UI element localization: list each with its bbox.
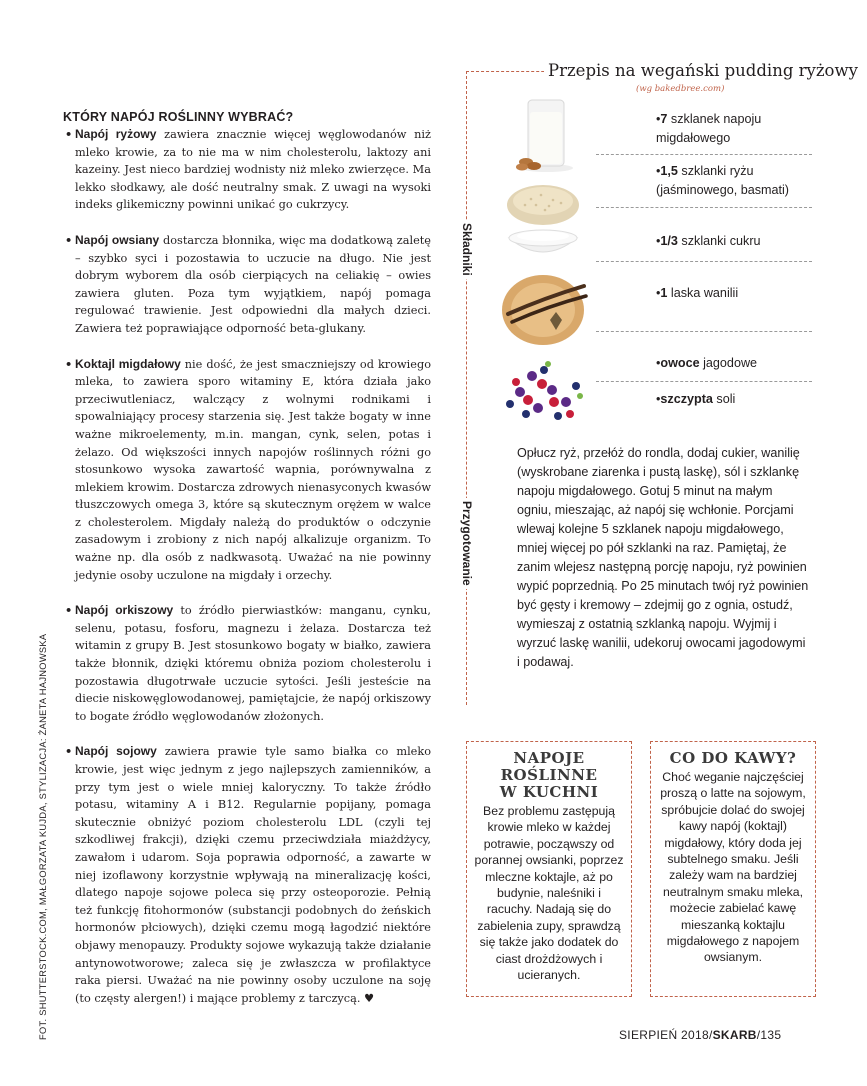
left-column — [63, 110, 431, 1025]
ingredient-item — [656, 390, 735, 409]
bullet: • — [65, 356, 73, 371]
box-body: Bez problemu zastępują krowie mleko w każdej potrawie, począwszy od porannej owsianki, poprzez mleczne koktajle, aż po budynie, naleśniki i racuchy. Nadają się do zabielenia zupy, sprawdzą się także jako dodatek do ciast drożdżowych i ucieranych. — [474, 804, 624, 983]
box-plant-drinks-kitchen — [466, 741, 632, 997]
drink-name: Napój sojowy — [75, 744, 157, 759]
ingredient-quantity: 1/3 — [660, 234, 678, 248]
bullet: • — [656, 356, 661, 370]
bullet: • — [656, 286, 661, 300]
drink-description: dostarcza błonnika, więc ma dodatkową zaletę – szybko syci i pozostawia to uczucie na długo. Nie jest dobrym wyborem dla osób cierpiących na celiakię – owies zawiera gluten. Poza tym wyjątkiem, napój pomaga regulować trawienie. Jest odpowiedni dla małych dzieci. Zawiera też poprawiające odporność beta-glukany. — [75, 233, 431, 335]
magazine-name: SKARB — [712, 1028, 757, 1042]
bullet: • — [656, 164, 661, 178]
ingredient-text: szklanki cukru — [677, 234, 761, 248]
ingredient-text: szklanek napoju — [667, 112, 762, 126]
bullet: • — [65, 232, 73, 247]
drink-description: zawiera znacznie więcej węglowodanów niż mleko krowie, za to nie ma w nim cholesterolu, laktozy ani kazeiny. Jest nieco bardziej wodnisty niż mleko zwierzęce. Ma lekko słodkawy, ale dość neutralny smak. Z uwagi na wysoki indeks glikemiczny powinni unikać go cukrzycy. — [75, 128, 431, 212]
ingredient-quantity: 1 — [660, 286, 668, 300]
bullet: • — [65, 127, 73, 141]
ingredient-text: jagodowe — [699, 356, 758, 370]
ingredient-item — [656, 284, 738, 303]
ingredient-text: laska wanilii — [667, 286, 739, 300]
rice-bowl-icon — [503, 175, 583, 229]
box-body: Choć weganie najczęściej proszą o latte na sojowym, spróbujcie dolać do swojej kawy napój (koktajl) migdałowy, który doda jej subtelnego smaku. Jeśli zależy wam na bardziej neutralnym smaku mleka, możecie zabielać kawę mieszanką koktajlu migdałowego z napojem owsianym. — [660, 770, 806, 965]
drink-name: Koktajl migdałowy — [75, 356, 181, 371]
page-footer — [619, 1028, 781, 1042]
ingredient-item — [656, 162, 789, 200]
page-number: 135 — [760, 1028, 782, 1042]
section-heading: KTÓRY NAPÓJ ROŚLINNY WYBRAĆ? — [63, 110, 294, 124]
ingredient-text: soli — [712, 392, 736, 406]
drink-name: Napój owsiany — [75, 232, 160, 247]
divider — [596, 154, 812, 155]
box-title: CO DO KAWY? — [669, 749, 797, 767]
box-title-line: W KUCHNI — [499, 783, 599, 801]
paragraph-rice-drink — [63, 126, 431, 214]
sugar-bowl-icon — [505, 222, 581, 262]
ingredient-quantity: 1,5 — [660, 164, 678, 178]
drink-description: to źródło pierwiastków: manganu, cynku, selenu, potasu, fosforu, magnezu i żelaza. Dostarcza też witamin z grupy B. Jest stosunkowo bogaty w białko, zawiera także błonnik, dzięki któremu obniża poziom cholesterolu i pozostawia długotrwałe uczucie sytości. Jeśli jesteście na diecie niskowęglowodanowej, pamiętajcie, że napój orkiszowy to bogate źródło węglowodanów złożonych. — [75, 604, 431, 723]
divider — [596, 261, 812, 262]
box-title — [467, 750, 631, 801]
ingredient-text-line2: (jaśminowego, basmati) — [656, 183, 789, 197]
ingredient-item — [656, 354, 757, 373]
paragraph-spelt-drink — [63, 602, 431, 725]
divider — [596, 331, 812, 332]
vanilla-plate-icon — [498, 268, 588, 348]
ingredient-text: szklanki ryżu — [677, 164, 754, 178]
drink-name: Napój ryżowy — [75, 127, 157, 141]
drink-description: nie dość, że jest smaczniejszy od krowiego mleka, to zawiera sporo witaminy E, która działa jako przeciwutleniacz, walczący z wolnymi rodnikami i spowalniający procesy starzenia się. Jest także bogaty w inne ważne mikroelementy, m.in. mangan, cynk, selen, potas i żelazo. Od większości innych napojów roślinnych różni go stosunkowo wysoka zawartość wapnia, porównywalna z mlekiem krowim. Dostarcza zdrowych nienasyconych kwasów tłuszczowych omega 3, które są skutecznym orężem w walce z cholesterolem. Migdały należą do produktów o odczynie zasadowym i zrobiony z nich napój alkalizuje organizm. To ważne np. dla osób z nadkwasotą. Uważać na nie powinny jedynie osoby uczulone na migdały i orzechy. — [75, 357, 432, 582]
issue-date: SIERPIEŃ 2018 — [619, 1028, 709, 1042]
recipe-title: Przepis na wegański pudding ryżowy — [544, 61, 862, 80]
ingredient-text-line2: migdałowego — [656, 131, 731, 145]
box-title-line: NAPOJE — [513, 749, 585, 767]
paragraph-soy-drink — [63, 743, 431, 1007]
box-coffee — [650, 741, 816, 997]
recipe-source: (wg bakedbree.com) — [636, 84, 725, 94]
drink-description: zawiera prawie tyle samo białka co mleko krowie, jest więc jednym z jego najlepszych zamienników, a przy tym jest o wiele mniej kaloryczny. To także źródło potasu, witaminy A i B12. Regularnie popijany, pomaga skutecznie obniżyć poziom cholesterolu LDL (czyli tej szkodliwej frakcji), dzięki czemu przeciwdziała miażdżycy, zawałom i udarom. Soja poprawia odporność, a zawarte w niej izoflawony korzystnie wpływają na mineralizację kości, dlatego napoje sojowe poleca się przy osteoporozie. Pełnią też funkcję fitohormonów (substancji podobnych do żeńskich hormonów płciowych), dzięki czemu mogą łagodzić niektóre objawy menopauzy. Produkty sojowe wykazują także działanie antynowotworowe; zaleca się je zwłaszcza w profilaktyce raka piersi. Uważać na nie powinny osoby uczulone na soję (to częsty alergen!) i mające problemy z tarczycą. ♥ — [75, 745, 432, 1005]
paragraph-almond-drink — [63, 356, 431, 585]
divider — [596, 381, 812, 382]
bullet: • — [656, 112, 661, 126]
box-title-line: ROŚLINNE — [500, 766, 598, 784]
bullet: • — [656, 392, 661, 406]
ingredient-quantity: szczypta — [660, 392, 713, 406]
ingredients-label: Składniki — [460, 220, 474, 279]
bullet: • — [65, 744, 73, 759]
divider — [596, 207, 812, 208]
drink-name: Napój orkiszowy — [75, 603, 174, 618]
bullet: • — [656, 234, 661, 248]
milk-glass-icon — [514, 96, 576, 172]
bullet: • — [65, 603, 73, 618]
paragraph-oat-drink — [63, 232, 431, 338]
ingredient-item — [656, 232, 761, 251]
ingredient-item — [656, 110, 761, 148]
separator: / — [708, 1028, 713, 1042]
ingredient-quantity: 7 — [660, 112, 668, 126]
berries-icon — [492, 356, 592, 428]
preparation-text: Opłucz ryż, przełóż do rondla, dodaj cukier, wanilię (wyskrobane ziarenka i pustą laskę), sól i szklankę napoju migdałowego. Gotuj 5 minut na małym ogniu, mieszając, aż napój się wchłonie. Porcjami wlewaj kolejne 5 szklanek napoju migdałowego, mniej więcej po pół szklanki na raz. Pamiętaj, że zanim wlejesz następną porcję napoju, ryż powinien wypić poprzednią. Po 25 minutach twój ryż powinien być gęsty i kremowy – zdejmij go z ognia, ostudź, wymieszaj z ostatnią szklanką napoju. Wyjmij i wyrzuć laskę wanilii, udekoruj owocami jagodowymi i podawaj. — [517, 446, 809, 669]
ingredient-quantity: owoce — [660, 356, 700, 370]
preparation-label: Przygotowanie — [460, 498, 474, 589]
photo-credit: FOT. SHUTTERSTOCK.COM, MAŁGORZATA KUJDA, STYLIZACJA: ŻANETA HAJNOWSKA — [38, 633, 48, 1040]
separator: / — [756, 1028, 761, 1042]
